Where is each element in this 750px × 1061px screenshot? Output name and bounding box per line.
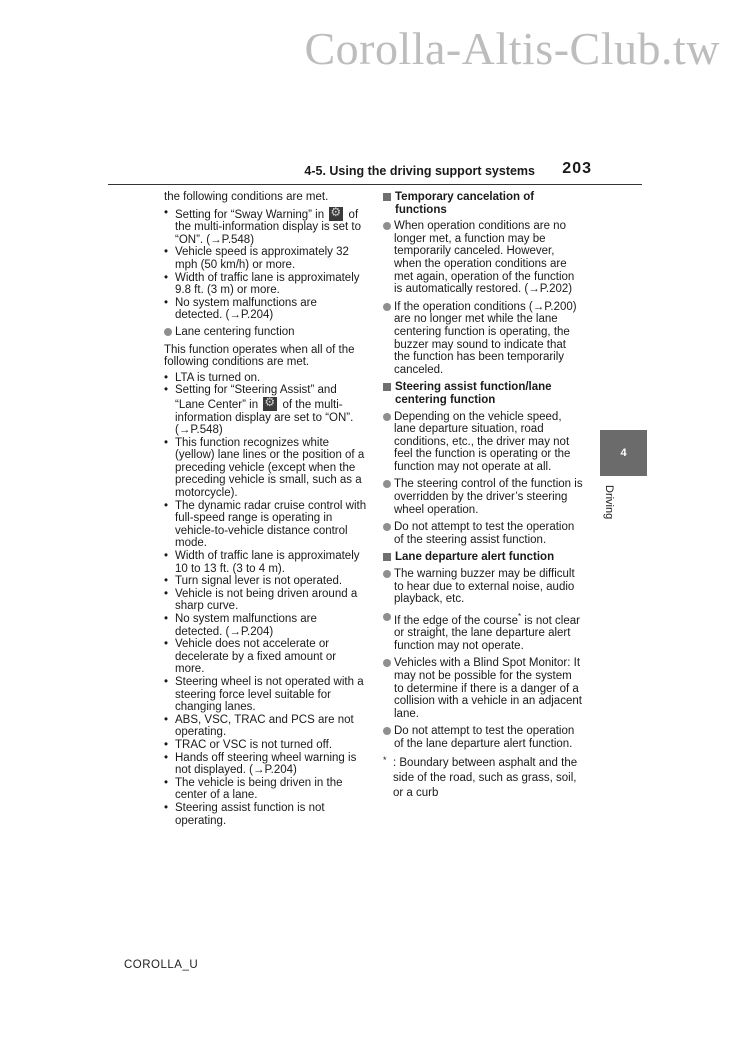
note-paragraph: Depending on the vehicle speed, lane departure situation, road conditions, etc., the driver may not feel the function is operating or the function may not operate at all. <box>383 411 583 474</box>
list-item: • Width of traffic lane is approximately 10 to 13 ft. (3 to 4 m). <box>164 550 367 575</box>
steering-assist-heading: Steering assist function/lane centering function <box>383 381 583 406</box>
footnote-star: * <box>383 754 387 765</box>
list-item: • Vehicle does not accelerate or decelerate by a fixed amount or more. <box>164 638 367 676</box>
right-column <box>383 191 583 801</box>
list-item: • Steering wheel is not operated with a steering force level suitable for changing lanes. <box>164 676 367 714</box>
chapter-tab-label: Driving <box>603 485 615 520</box>
note-paragraph: Vehicles with a Blind Spot Monitor: It may not be possible for the system to determine if there is a danger of a collision with a vehicle in an adjacent lane. <box>383 657 583 720</box>
list-item: • LTA is turned on. <box>164 372 367 385</box>
lane-centering-conditions-list <box>164 372 367 827</box>
chapter-tab: 4 <box>600 430 647 476</box>
list-item: • TRAC or VSC is not turned off. <box>164 739 367 752</box>
list-item: • Turn signal lever is not operated. <box>164 575 367 588</box>
lane-centering-heading: Lane centering function <box>164 326 367 339</box>
note-paragraph: The warning buzzer may be difficult to hear due to external noise, audio playback, etc. <box>383 568 583 606</box>
footnote-marker: * <box>518 611 522 621</box>
footnote: * : Boundary between asphalt and the side of the road, such as grass, soil, or a curb <box>383 754 578 799</box>
list-item: • No system malfunctions are detected. (→P.204) <box>164 297 367 322</box>
section-title: 4-5. Using the driving support systems <box>304 164 535 178</box>
list-item: • ABS, VSC, TRAC and PCS are not operating. <box>164 714 367 739</box>
note-paragraph: The steering control of the function is overridden by the driver’s steering wheel operation. <box>383 478 583 516</box>
list-item: • Vehicle speed is approximately 32 mph (50 km/h) or more. <box>164 246 367 271</box>
list-item: • Width of traffic lane is approximately 9.8 ft. (3 m) or more. <box>164 272 367 297</box>
note-paragraph: If the edge of the course* is not clear or straight, the lane departure alert function may not operate. <box>383 611 583 653</box>
list-item: • Vehicle is not being driven around a sharp curve. <box>164 588 367 613</box>
footer-model: COROLLA_U <box>124 959 199 971</box>
note-paragraph: Do not attempt to test the operation of the lane departure alert function. <box>383 725 583 750</box>
list-item: • The dynamic radar cruise control with full-speed range is operating in vehicle-to-vehicle distance control mode. <box>164 500 367 550</box>
list-item: • No system malfunctions are detected. (→P.204) <box>164 613 367 638</box>
list-item: • The vehicle is being driven in the center of a lane. <box>164 777 367 802</box>
left-column <box>164 191 367 831</box>
list-item: • Setting for “Steering Assist” and “Lane Center” in ⚙ of the multi-information display are set to “ON”. (→P.548) <box>164 384 367 436</box>
sway-conditions-list <box>164 207 367 322</box>
list-item: • Hands off steering wheel warning is not displayed. (→P.204) <box>164 752 367 777</box>
list-item: • This function recognizes white (yellow) lane lines or the position of a preceding vehicle (except when the preceding vehicle is small, such as a motorcycle). <box>164 437 367 500</box>
settings-gear-icon <box>263 397 277 411</box>
page-header <box>108 160 642 185</box>
settings-gear-icon <box>329 207 343 221</box>
watermark: Corolla-Altis-Club.tw <box>304 23 720 74</box>
list-item: • Setting for “Sway Warning” in ⚙ of the multi-information display is set to “ON”. (→P.548) <box>164 207 367 247</box>
lane-centering-intro: This function operates when all of the following conditions are met. <box>164 343 355 369</box>
temporary-cancelation-heading: Temporary cancelation of functions <box>383 191 583 216</box>
note-paragraph: If the operation conditions (→P.200) are no longer met while the lane centering function is operating, the buzzer may sound to indicate that the function has been temporarily canceled. <box>383 301 583 377</box>
page-number: 203 <box>562 160 592 177</box>
lane-departure-alert-heading: Lane departure alert function <box>383 551 583 564</box>
list-item: • Steering assist function is not operating. <box>164 802 367 827</box>
note-paragraph: When operation conditions are no longer met, a function may be temporarily canceled. However, when the operation conditions are met again, operation of the function is automatically restored. (→P.202) <box>383 220 583 296</box>
note-paragraph: Do not attempt to test the operation of the steering assist function. <box>383 521 583 546</box>
intro-text: the following conditions are met. <box>164 191 329 203</box>
